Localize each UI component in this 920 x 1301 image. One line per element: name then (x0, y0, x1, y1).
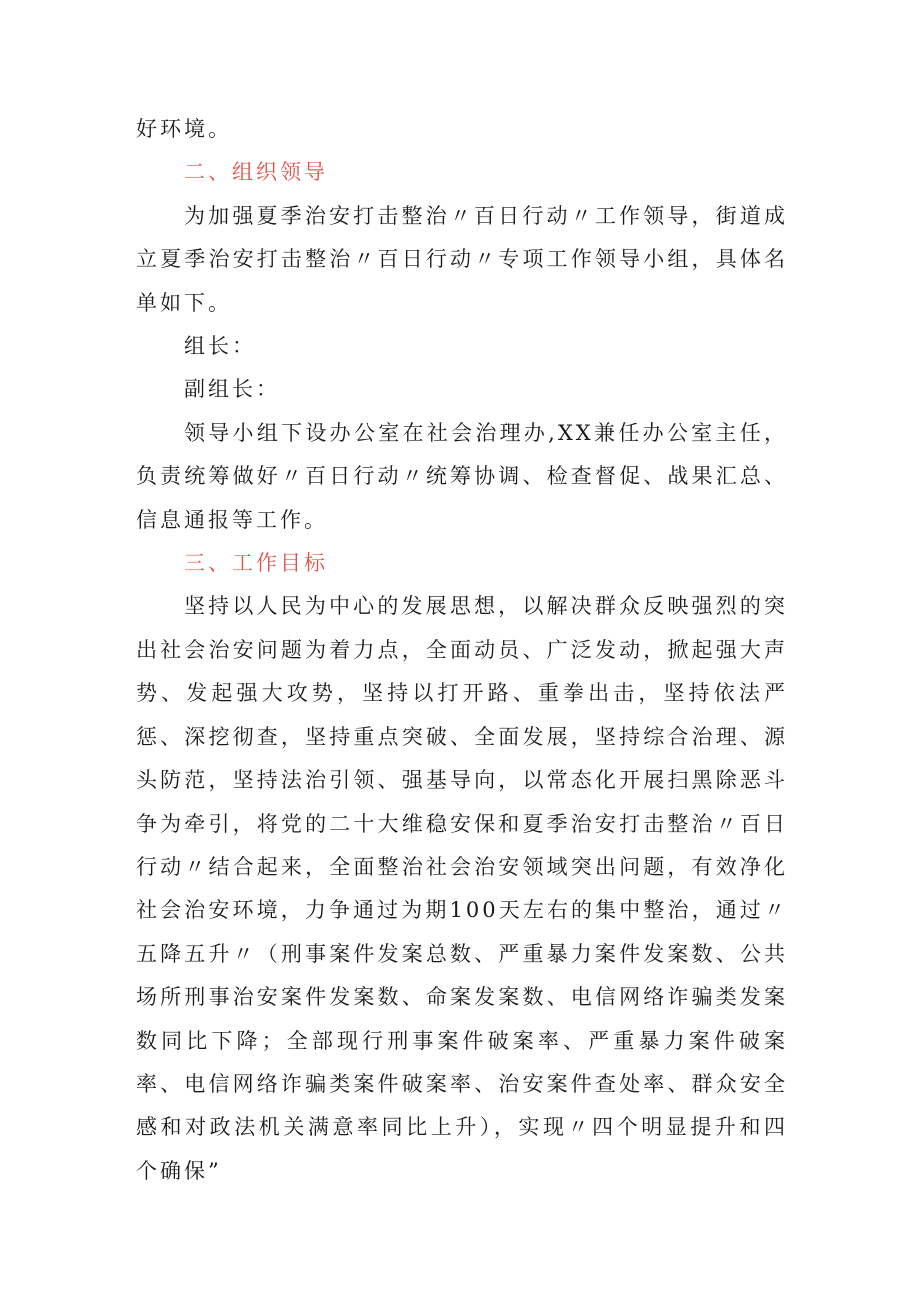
group-leader-line: 组长： (184, 334, 256, 359)
deputy-leader-line: 副组长： (184, 377, 280, 402)
intro-tail-paragraph: 好环境。 (136, 117, 232, 141)
section3-heading: 三、工作目标 (184, 551, 328, 576)
section2-paragraph-2: 领导小组下设办公室在社会治理办,XX兼任办公室主任，负责统筹做好〃百日行动〃统筹协调、检查督促、战果汇总、信息通报等工作。 (136, 420, 788, 532)
document-page (136, 108, 788, 1193)
section2-paragraph-1: 为加强夏季治安打击整治〃百日行动〃工作领导，街道成立夏季治安打击整治〃百日行动〃专项工作领导小组，具体名单如下。 (136, 203, 788, 315)
section3-paragraph-1: 坚持以人民为中心的发展思想，以解决群众反映强烈的突出社会治安问题为着力点，全面动员、广泛发动，掀起强大声势、发起强大攻势，坚持以打开路、重拳出击，坚持依法严惩、深挖彻查，坚持重点突破、全面发展，坚持综合治理、源头防范，坚持法治引领、强基导向，以常态化开展扫黑除恶斗争为牵引，将党的二十大维稳安保和夏季治安打击整治〃百日行动〃结合起来，全面整治社会治安领域突出问题，有效净化社会治安环境，力争通过为期100天左右的集中整治，通过〃五降五升〃（刑事案件发案总数、严重暴力案件发案数、公共场所刑事治安案件发案数、命案发案数、电信网络诈骗类发案数同比下降；全部现行刑事案件破案率、严重暴力案件破案率、电信网络诈骗类案件破案率、治安案件查处率、群众安全感和对政法机关满意率同比上升），实现〃四个明显提升和四个确保” (136, 594, 788, 1183)
section2-heading: 二、组织领导 (184, 160, 328, 185)
